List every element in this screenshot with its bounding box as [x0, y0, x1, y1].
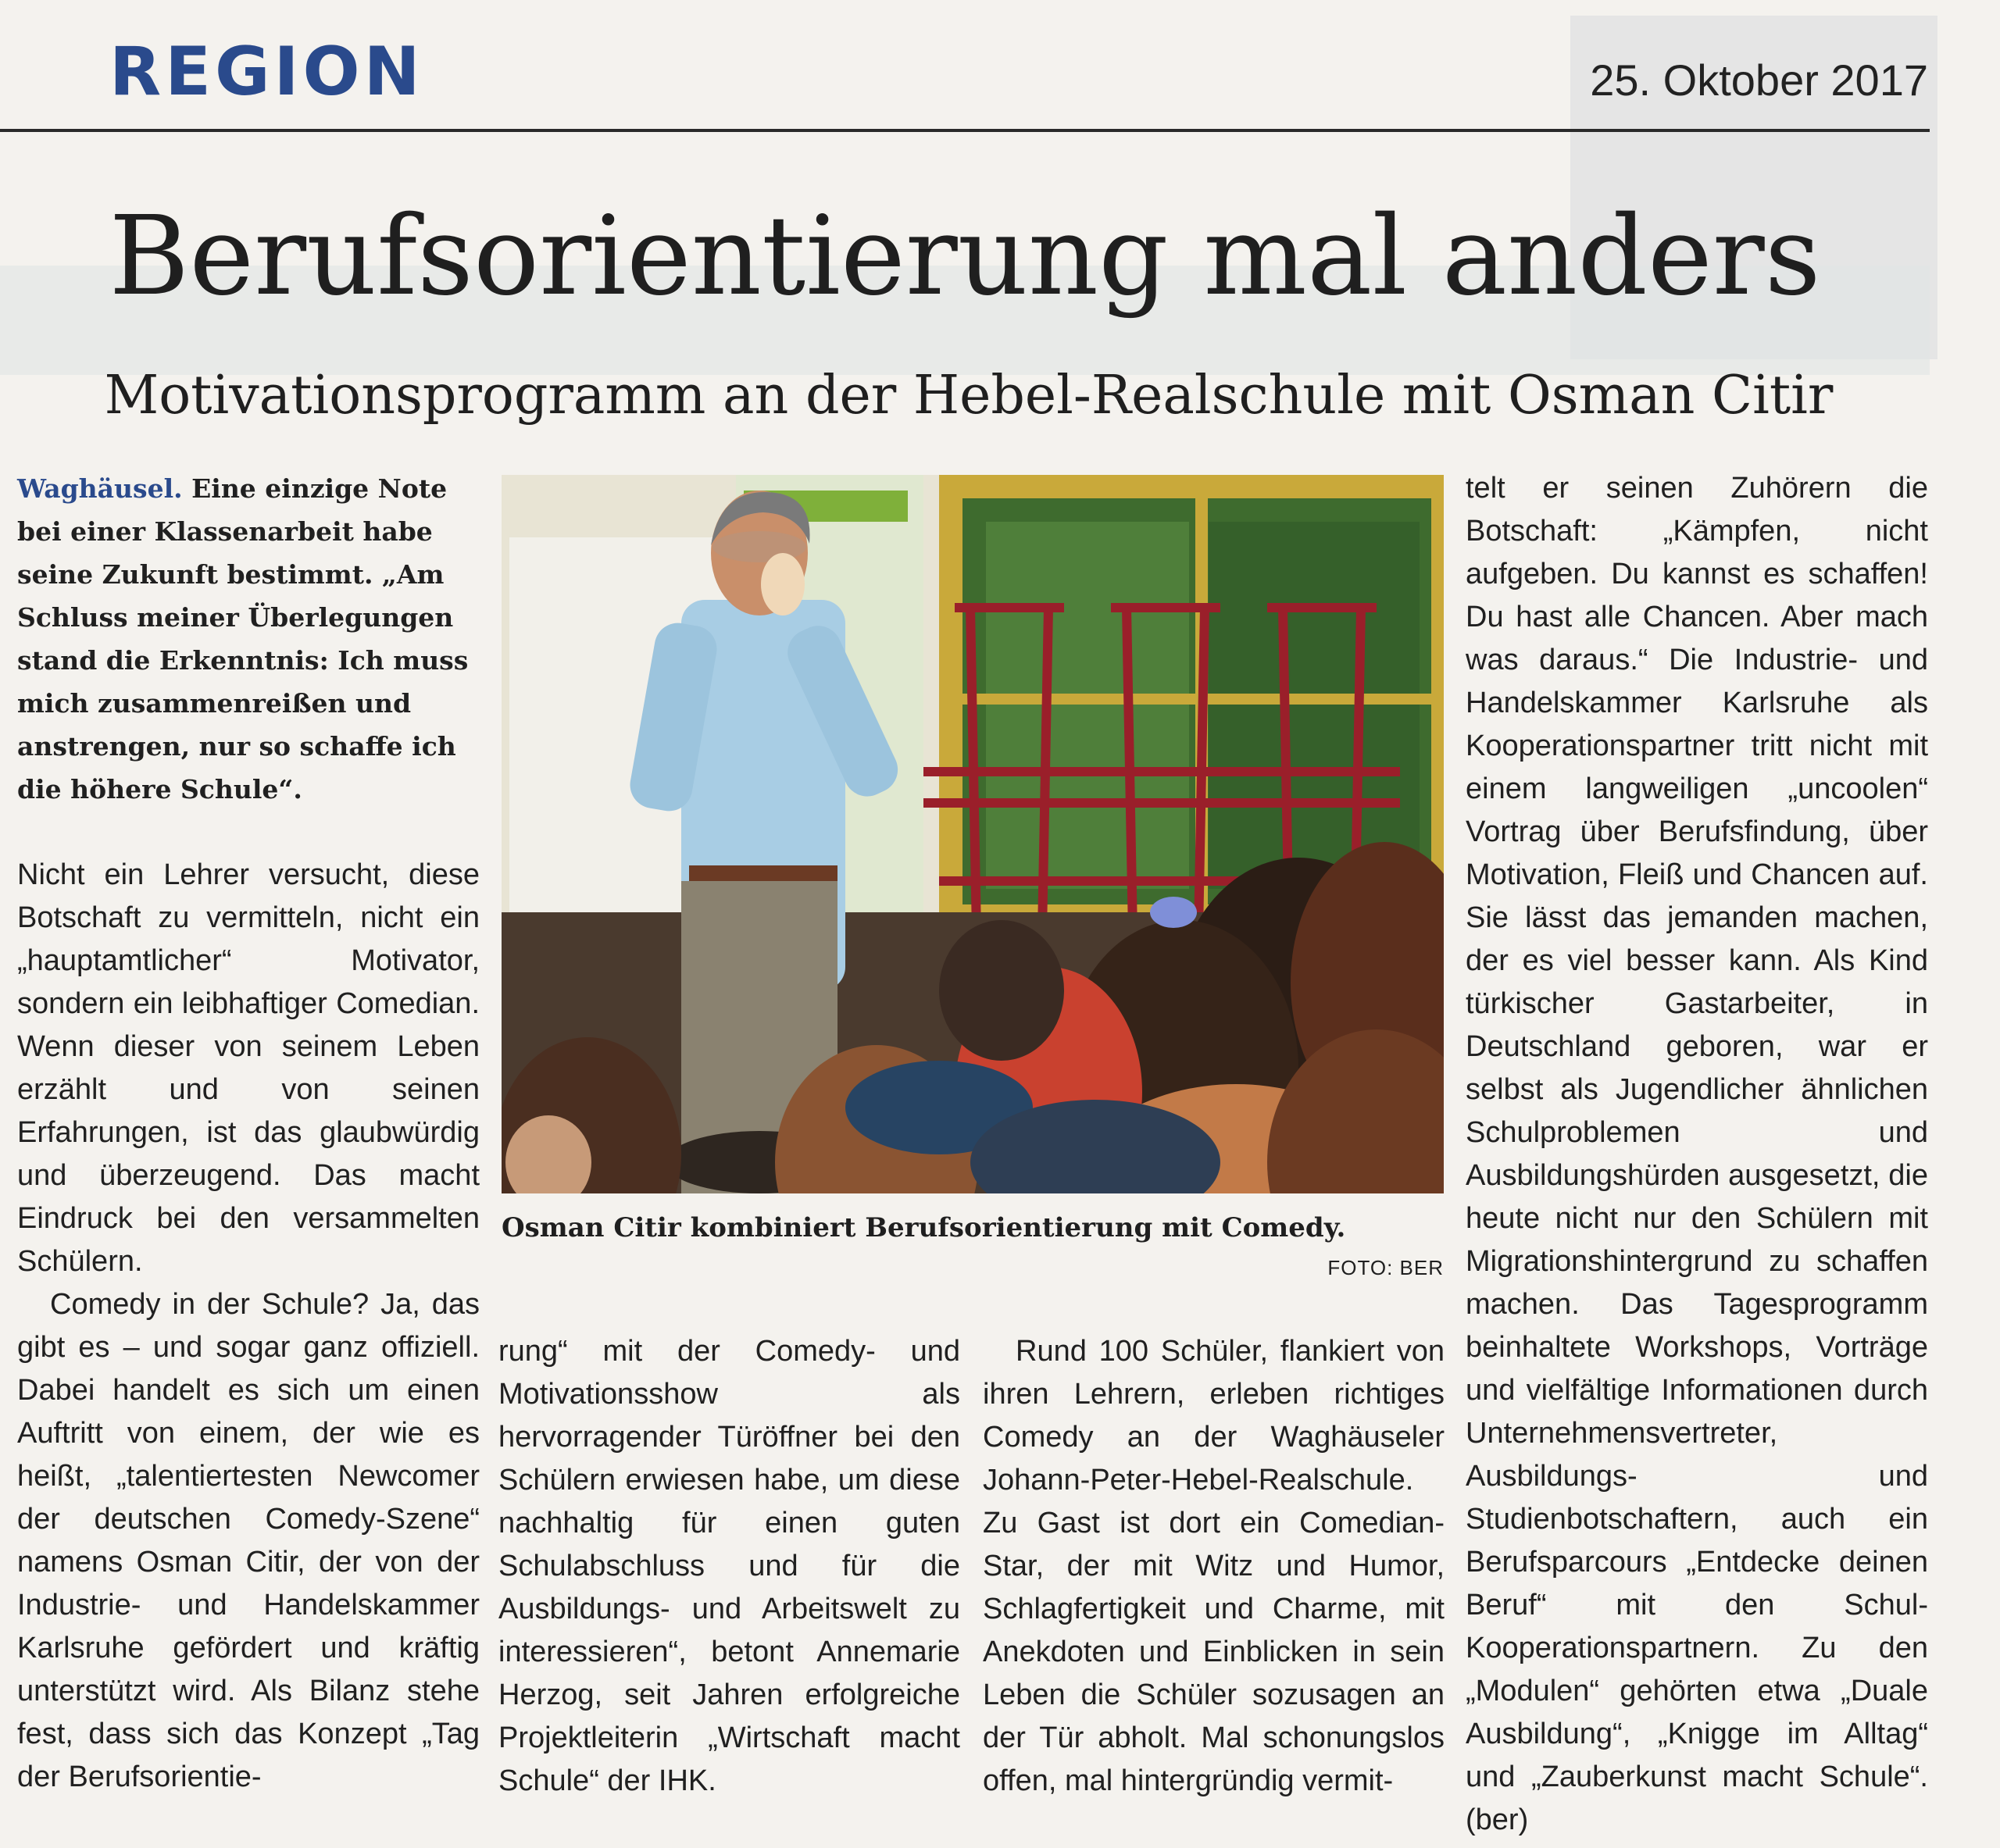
column-4 — [1466, 467, 1928, 1842]
photo-caption: Osman Citir kombiniert Berufsorientierung mit Comedy. — [502, 1212, 1346, 1243]
article-photo — [502, 475, 1444, 1193]
dateline: Waghäusel. — [17, 473, 183, 504]
subheadline: Motivationsprogramm an der Hebel-Realschule mit Osman Citir — [104, 365, 1834, 426]
body-paragraph-1: Nicht ein Lehrer versucht, diese Botschaft zu vermitteln, nicht ein „hauptamtlicher“ Motivator, sondern ein leibhaftiger Comedian. Wenn dieser von seinem Leben erzählt und von seinen Erfahrungen, ist das glaubwürdig und überzeugend. Das macht Eindruck bei den versammelten Schülern. — [17, 858, 480, 1278]
body-paragraph-2b: rung“ mit der Comedy- und Motivationsshow als hervorragender Türöffner bei den Schülern erwiesen habe, um diese nachhaltig für einen guten Schulabschluss und für die Ausbildungs- und Arbeitswelt zu interessieren“, betont Annemarie Herzog, seit Jahren erfolgreiche Projektleiterin „Wirtschaft macht Schule“ der IHK. — [498, 1335, 960, 1797]
column-2 — [498, 1330, 960, 1803]
column-3 — [983, 1330, 1445, 1803]
column-1 — [17, 467, 480, 1799]
lead-paragraph — [17, 467, 480, 811]
body-paragraph-3: Rund 100 Schüler, flankiert von ihren Lehrern, erleben richtiges Comedy an der Waghäuseler Johann-Peter-Hebel-Realschule. Zu Gast ist dort ein Comedian-Star, der mit Witz und Humor, Schlagfertigkeit und Charme, mit Anekdoten und Einblicken in sein Leben die Schüler sozusagen an der Tür abholt. Mal schonungslos offen, mal hintergründig vermit- — [983, 1335, 1445, 1797]
headline: Berufsorientierung mal anders — [109, 193, 1821, 320]
section-label: REGION — [109, 33, 424, 111]
issue-date: 25. Oktober 2017 — [1590, 55, 1928, 105]
body-paragraph-2a: Comedy in der Schule? Ja, das gibt es – und sogar ganz offiziell. Dabei handelt es sich um einen Auftritt von einem, der wie es heißt, „talentiertesten Newcomer der deutschen Comedy-Szene“ namens Osman Citir, der von der Industrie- und Handelskammer Karlsruhe gefördert und kräftig unterstützt wird. Als Bilanz stehe fest, dass sich das Konzept „Tag der Berufsorientie- — [17, 1288, 480, 1793]
lead-text: Eine einzige Note bei einer Klassenarbeit habe seine Zukunft bestimmt. „Am Schluss meiner Überlegungen stand die Erkenntnis: Ich muss mich zusammenreißen und anstrengen, nur so schaffe ich die höhere Schule“. — [17, 473, 469, 804]
body-paragraph-4: telt er seinen Zuhörern die Botschaft: „Kämpfen, nicht aufgeben. Du kannst es schaffen! Du hast alle Chancen. Aber mach was daraus.“ Die Industrie- und Handelskammer Karlsruhe als Kooperationspartner tritt nicht mit einem langweiligen „uncoolen“ Vortrag über Berufsfindung, über Motivation, Fleiß und Chancen auf. Sie lässt das jemanden machen, der es viel besser kann. Als Kind türkischer Gastarbeiter, in Deutschland geboren, war er selbst als Jugendlicher ähnlichen Schulproblemen und Ausbildungshürden ausgesetzt, die heute nicht nur den Schülern mit Migrationshintergrund zu schaffen machen. Das Tagesprogramm beinhaltete Workshops, Vorträge und vielfältige Informationen durch Unternehmensvertreter, Ausbildungs- und Studienbotschaftern, auch ein Berufsparcours „Entdecke deinen Beruf“ mit den Schul-Kooperationspartnern. Zu den „Modulen“ gehörten etwa „Duale Ausbildung“, „Knigge im Alltag“ und „Zauberkunst macht Schule“. (ber) — [1466, 472, 1928, 1836]
photo-credit: FOTO: BER — [1327, 1256, 1444, 1279]
header-rule — [0, 129, 1930, 132]
